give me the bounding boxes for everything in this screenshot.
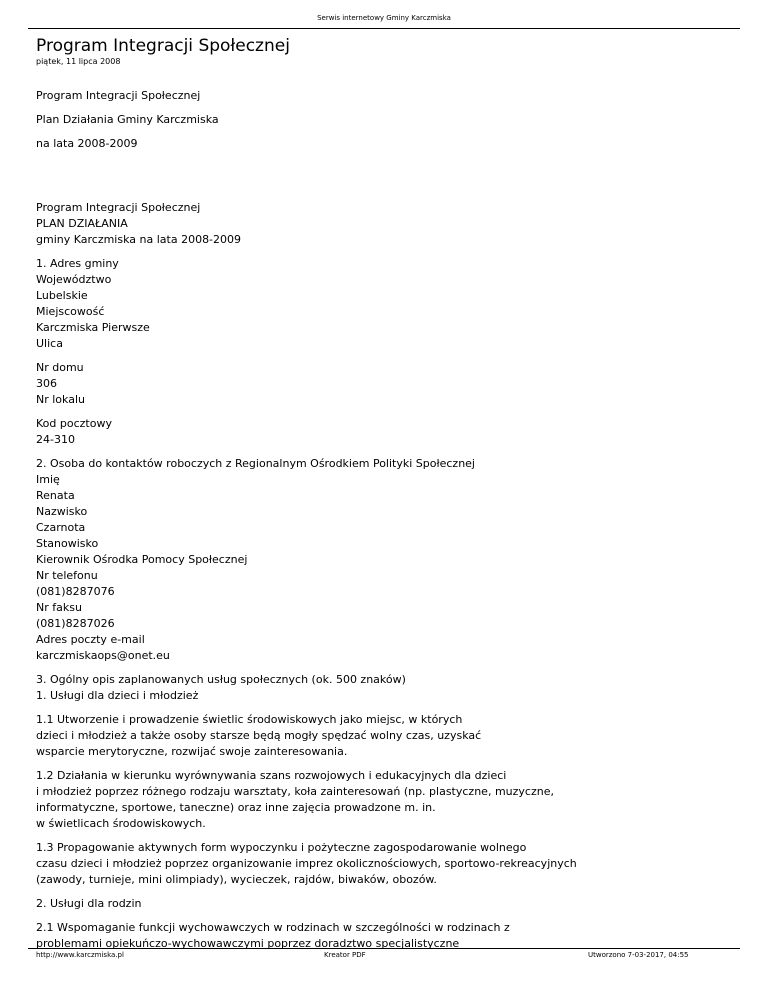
paragraph-line: 2. Usługi dla rodzin (36, 897, 142, 910)
intro-line: na lata 2008-2009 (36, 137, 138, 150)
contact-line: (081)8287076 (36, 585, 115, 598)
paragraph-line: informatyczne, sportowe, taneczne) oraz inne zajęcia prowadzone m. in. (36, 801, 436, 814)
plan-heading-line: PLAN DZIAŁANIA (36, 217, 128, 230)
paragraph-1-2 (36, 768, 726, 832)
address-line: Lubelskie (36, 289, 88, 302)
plan-heading-block (36, 200, 726, 248)
intro-line: Plan Działania Gminy Karczmiska (36, 113, 219, 126)
paragraph-line: i młodzież poprzez różnego rodzaju warsztaty, koła zainteresowań (np. plastyczne, muzyczne, (36, 785, 554, 798)
contact-email: karczmiskaops@onet.eu (36, 649, 170, 662)
article-body (36, 88, 726, 952)
paragraph-line: 1.2 Działania w kierunku wyrównywania szans rozwojowych i edukacyjnych dla dzieci (36, 769, 507, 782)
paragraph-line: problemami opiekuńczo-wychowawczymi poprzez doradztwo specjalistyczne (36, 937, 460, 950)
postal-line: Kod pocztowy (36, 417, 112, 430)
contact-line: Adres poczty e-mail (36, 633, 145, 646)
paragraph-line: wsparcie merytoryczne, rozwijać swoje zainteresowania. (36, 745, 348, 758)
address-line: Miejscowość (36, 305, 105, 318)
contact-line: Kierownik Ośrodka Pomocy Społecznej (36, 553, 248, 566)
contact-line: Stanowisko (36, 537, 99, 550)
services-block (36, 672, 726, 704)
page-title: Program Integracji Społecznej (36, 36, 290, 56)
contact-block (36, 456, 726, 664)
contact-line: (081)8287026 (36, 617, 115, 630)
paragraph-line: 1.3 Propagowanie aktywnych form wypoczynku i pożyteczne zagospodarowanie wolnego (36, 841, 527, 854)
footer-divider (28, 948, 740, 949)
paragraph-line: 2.1 Wspomaganie funkcji wychowawczych w rodzinach w szczególności w rodzinach z (36, 921, 510, 934)
postal-line: 24-310 (36, 433, 75, 446)
services-line: 1. Usługi dla dzieci i młodzież (36, 689, 199, 702)
paragraph-line: czasu dzieci i młodzież poprzez organizowanie imprez okolicznościowych, sportowo-rekreacyjnych (36, 857, 577, 870)
intro-line: Program Integracji Społecznej (36, 89, 201, 102)
contact-line: Nr telefonu (36, 569, 98, 582)
contact-line: Nr faksu (36, 601, 82, 614)
footer-generator: Kreator PDF (324, 951, 366, 959)
site-header: Serwis internetowy Gminy Karczmiska (317, 14, 451, 22)
contact-line: Nazwisko (36, 505, 88, 518)
publish-date: piątek, 11 lipca 2008 (36, 57, 121, 66)
postal-block (36, 416, 726, 448)
services-line: 3. Ogólny opis zaplanowanych usług społecznych (ok. 500 znaków) (36, 673, 406, 686)
plan-heading-line: gminy Karczmiska na lata 2008-2009 (36, 233, 242, 246)
house-line: Nr domu (36, 361, 84, 374)
address-line: 1. Adres gminy (36, 257, 119, 270)
contact-line: Czarnota (36, 521, 86, 534)
paragraph-2 (36, 896, 726, 912)
address-line: Karczmiska Pierwsze (36, 321, 150, 334)
plan-heading-line: Program Integracji Społecznej (36, 201, 201, 214)
paragraph-line: w świetlicach środowiskowych. (36, 817, 206, 830)
address-line: Ulica (36, 337, 63, 350)
contact-line: Imię (36, 473, 60, 486)
footer-url: http://www.karczmiska.pl (36, 951, 124, 959)
house-block (36, 360, 726, 408)
house-line: 306 (36, 377, 57, 390)
contact-line: 2. Osoba do kontaktów roboczych z Regionalnym Ośrodkiem Polityki Społecznej (36, 457, 475, 470)
paragraph-1-1 (36, 712, 726, 760)
contact-line: Renata (36, 489, 75, 502)
header-divider (28, 28, 740, 29)
address-block (36, 256, 726, 352)
paragraph-line: 1.1 Utworzenie i prowadzenie świetlic środowiskowych jako miejsc, w których (36, 713, 463, 726)
paragraph-1-3 (36, 840, 726, 888)
address-line: Województwo (36, 273, 112, 286)
house-line: Nr lokalu (36, 393, 85, 406)
paragraph-line: (zawody, turnieje, mini olimpiady), wycieczek, rajdów, biwaków, obozów. (36, 873, 437, 886)
paragraph-line: dzieci i młodzież a także osoby starsze będą mogły spędzać wolny czas, uzyskać (36, 729, 482, 742)
footer-created: Utworzono 7-03-2017, 04:55 (588, 951, 689, 959)
